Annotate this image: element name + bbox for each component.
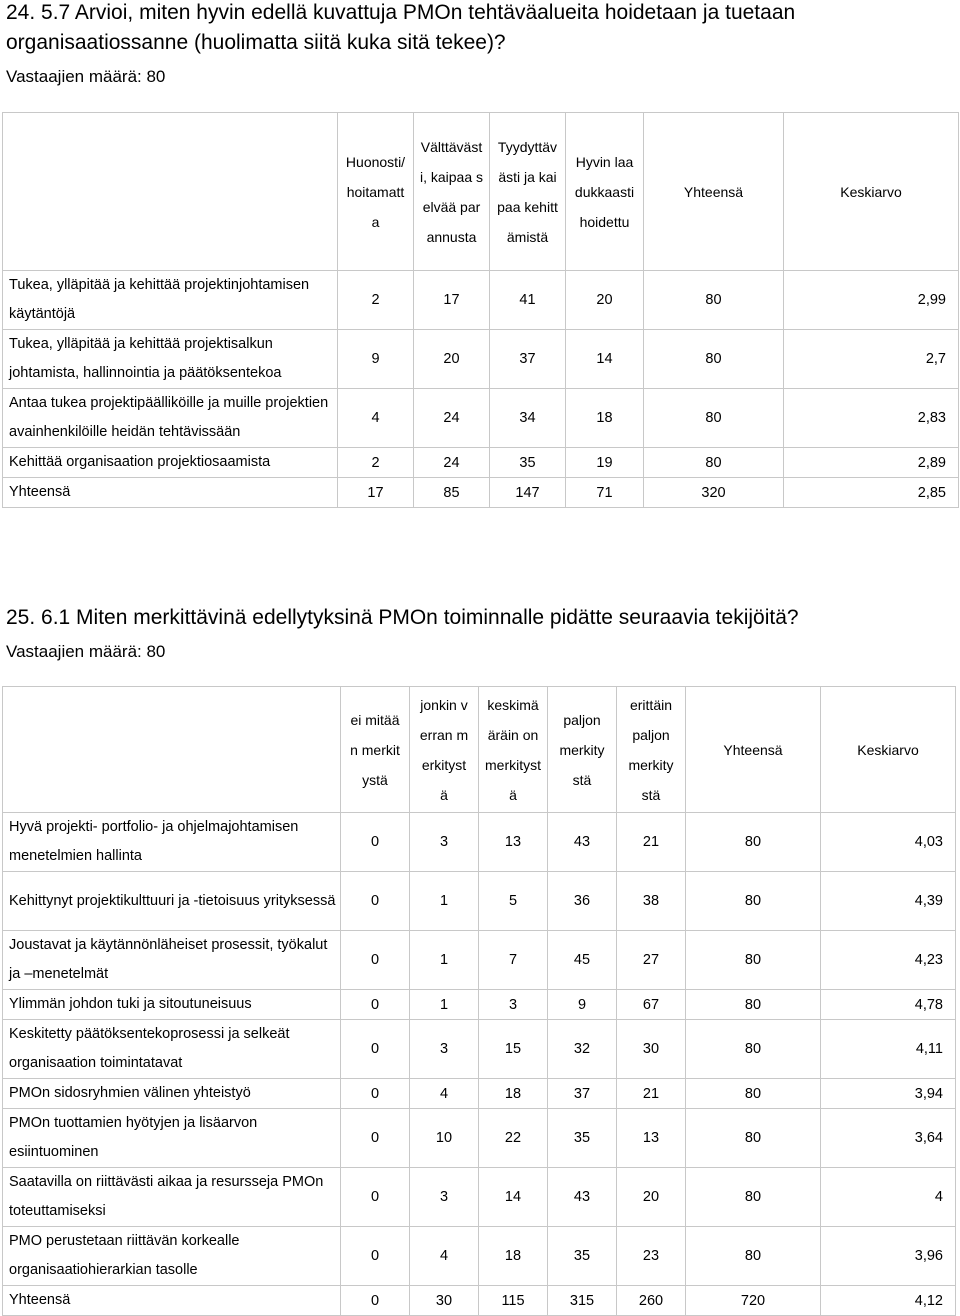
cell-value: 13	[617, 1109, 686, 1168]
column-header	[617, 687, 686, 813]
cell-value: 43	[548, 813, 617, 872]
cell-value: 0	[341, 872, 410, 931]
cell-value: 80	[686, 931, 821, 990]
column-header-label: Keskiarvo	[857, 741, 919, 758]
table-row	[3, 990, 956, 1020]
header-row	[3, 687, 956, 813]
header-row	[3, 113, 959, 271]
cell-value: 7	[479, 931, 548, 990]
column-header	[414, 113, 490, 271]
cell-value: 3	[410, 1168, 479, 1227]
cell-value: 18	[479, 1079, 548, 1109]
cell-value: 30	[617, 1020, 686, 1079]
cell-value: 17	[414, 271, 490, 330]
cell-value: 38	[617, 872, 686, 931]
results-table-25	[2, 686, 956, 1316]
table-row	[3, 271, 959, 330]
column-header-label: Keskiarvo	[840, 183, 902, 200]
cell-value: 115	[479, 1286, 548, 1316]
cell-value: 14	[566, 330, 644, 389]
cell-value: 21	[617, 1079, 686, 1109]
cell-value: 80	[686, 990, 821, 1020]
cell-value: 147	[490, 478, 566, 508]
row-label: Antaa tukea projektipäälliköille ja muille projektien avainhenkilöille heidän tehtävissään	[3, 389, 338, 448]
row-label: Keskitetty päätöksentekoprosessi ja selkeät organisaation toimintatavat	[3, 1020, 341, 1079]
row-label: PMO perustetaan riittävän korkealle organisaatiohierarkian tasolle	[3, 1227, 341, 1286]
cell-value: 2,89	[784, 448, 959, 478]
cell-value: 35	[490, 448, 566, 478]
cell-value: 17	[338, 478, 414, 508]
cell-value: 4,23	[821, 931, 956, 990]
column-header-label: Yhteensä	[683, 183, 744, 200]
row-label: PMOn tuottamien hyötyjen ja lisäarvon esiintuominen	[3, 1109, 341, 1168]
header-blank	[3, 113, 338, 271]
row-label: PMOn sidosryhmien välinen yhteistyö	[3, 1079, 341, 1109]
respondent-count: Vastaajien määrä: 80	[6, 642, 166, 661]
cell-value: 4,11	[821, 1020, 956, 1079]
cell-value: 27	[617, 931, 686, 990]
cell-value: 0	[341, 1286, 410, 1316]
cell-value: 2,99	[784, 271, 959, 330]
cell-value: 0	[341, 1020, 410, 1079]
cell-value: 4,03	[821, 813, 956, 872]
cell-value: 4,39	[821, 872, 956, 931]
results-table-24	[2, 112, 959, 508]
cell-value: 19	[566, 448, 644, 478]
row-label: Ylimmän johdon tuki ja sitoutuneisuus	[3, 990, 341, 1020]
cell-value: 80	[686, 1227, 821, 1286]
cell-value: 15	[479, 1020, 548, 1079]
cell-value: 0	[341, 1168, 410, 1227]
table-row	[3, 813, 956, 872]
question-24-title: 24. 5.7 Arvioi, miten hyvin edellä kuvattuja PMOn tehtäväalueita hoidetaan ja tuetaan organisaatiossanne (huolimatta siitä kuka sitä tekee)?	[6, 1, 796, 54]
column-header-label: Huonosti/ hoitamatta	[345, 153, 406, 230]
table-row	[3, 1020, 956, 1079]
cell-value: 3	[479, 990, 548, 1020]
table-row	[3, 1109, 956, 1168]
row-label: Hyvä projekti- portfolio- ja ohjelmajohtamisen menetelmien hallinta	[3, 813, 341, 872]
cell-value: 37	[490, 330, 566, 389]
cell-value: 45	[548, 931, 617, 990]
cell-value: 5	[479, 872, 548, 931]
cell-value: 3,96	[821, 1227, 956, 1286]
table-row	[3, 448, 959, 478]
row-label: Yhteensä	[3, 478, 338, 508]
column-header	[490, 113, 566, 271]
respondent-count: Vastaajien määrä: 80	[6, 67, 166, 86]
cell-value: 1	[410, 872, 479, 931]
cell-value: 0	[341, 1109, 410, 1168]
header-blank	[3, 687, 341, 813]
column-header-label: erittäin paljon merkitystä	[628, 696, 674, 803]
column-header	[784, 113, 959, 271]
column-header	[686, 687, 821, 813]
table-row	[3, 1168, 956, 1227]
cell-value: 4	[410, 1079, 479, 1109]
cell-value: 80	[686, 1168, 821, 1227]
table-row	[3, 1227, 956, 1286]
row-label: Kehittää organisaation projektiosaamista	[3, 448, 338, 478]
column-header-label: Välttävästi, kaipaa selvää parannusta	[419, 138, 484, 245]
cell-value: 320	[644, 478, 784, 508]
cell-value: 36	[548, 872, 617, 931]
table-body	[3, 813, 956, 1316]
cell-value: 23	[617, 1227, 686, 1286]
row-label: Kehittynyt projektikulttuuri ja -tietoisuus yrityksessä	[3, 872, 341, 931]
cell-value: 18	[566, 389, 644, 448]
column-header	[566, 113, 644, 271]
cell-value: 80	[686, 1079, 821, 1109]
cell-value: 80	[644, 271, 784, 330]
table-row	[3, 1286, 956, 1316]
cell-value: 4,78	[821, 990, 956, 1020]
table-row	[3, 931, 956, 990]
cell-value: 35	[548, 1109, 617, 1168]
cell-value: 24	[414, 448, 490, 478]
cell-value: 9	[338, 330, 414, 389]
cell-value: 2,85	[784, 478, 959, 508]
cell-value: 2,7	[784, 330, 959, 389]
cell-value: 80	[644, 448, 784, 478]
cell-value: 18	[479, 1227, 548, 1286]
table-row	[3, 872, 956, 931]
column-header	[644, 113, 784, 271]
cell-value: 1	[410, 990, 479, 1020]
cell-value: 34	[490, 389, 566, 448]
column-header	[410, 687, 479, 813]
column-header-label: jonkin verran merkitystä	[419, 696, 469, 803]
cell-value: 20	[566, 271, 644, 330]
row-label: Saatavilla on riittävästi aikaa ja resursseja PMOn toteuttamiseksi	[3, 1168, 341, 1227]
cell-value: 2	[338, 448, 414, 478]
column-header	[548, 687, 617, 813]
cell-value: 20	[617, 1168, 686, 1227]
column-header-label: Hyvin laadukkaasti hoidettu	[574, 153, 635, 230]
table-body	[3, 271, 959, 508]
cell-value: 67	[617, 990, 686, 1020]
cell-value: 9	[548, 990, 617, 1020]
cell-value: 80	[644, 330, 784, 389]
cell-value: 10	[410, 1109, 479, 1168]
cell-value: 80	[644, 389, 784, 448]
cell-value: 720	[686, 1286, 821, 1316]
cell-value: 35	[548, 1227, 617, 1286]
column-header-label: keskimääräin on merkitystä	[485, 696, 541, 803]
cell-value: 1	[410, 931, 479, 990]
cell-value: 21	[617, 813, 686, 872]
cell-value: 43	[548, 1168, 617, 1227]
table-row	[3, 389, 959, 448]
cell-value: 24	[414, 389, 490, 448]
column-header	[821, 687, 956, 813]
column-header	[341, 687, 410, 813]
cell-value: 3	[410, 813, 479, 872]
question-25-title: 25. 6.1 Miten merkittävinä edellytyksinä PMOn toiminnalle pidätte seuraavia tekijöitä?	[6, 606, 799, 629]
cell-value: 260	[617, 1286, 686, 1316]
table-row	[3, 330, 959, 389]
cell-value: 4	[410, 1227, 479, 1286]
cell-value: 3	[410, 1020, 479, 1079]
cell-value: 315	[548, 1286, 617, 1316]
cell-value: 4	[821, 1168, 956, 1227]
cell-value: 0	[341, 1227, 410, 1286]
table-row	[3, 478, 959, 508]
table-row	[3, 1079, 956, 1109]
column-header-label: ei mitään merkitystä	[350, 711, 400, 788]
column-header-label: Tyydyttävästi ja kaipaa kehittämistä	[497, 138, 558, 245]
row-label: Joustavat ja käytännönläheiset prosessit, työkalut ja –menetelmät	[3, 931, 341, 990]
cell-value: 85	[414, 478, 490, 508]
cell-value: 71	[566, 478, 644, 508]
column-header	[338, 113, 414, 271]
cell-value: 0	[341, 931, 410, 990]
cell-value: 30	[410, 1286, 479, 1316]
column-header-label: paljon merkitystä	[559, 711, 605, 788]
column-header-label: Yhteensä	[723, 741, 783, 758]
cell-value: 32	[548, 1020, 617, 1079]
cell-value: 14	[479, 1168, 548, 1227]
cell-value: 20	[414, 330, 490, 389]
row-label: Tukea, ylläpitää ja kehittää projektinjohtamisen käytäntöjä	[3, 271, 338, 330]
cell-value: 13	[479, 813, 548, 872]
cell-value: 22	[479, 1109, 548, 1168]
cell-value: 3,94	[821, 1079, 956, 1109]
cell-value: 0	[341, 1079, 410, 1109]
cell-value: 80	[686, 1020, 821, 1079]
cell-value: 80	[686, 1109, 821, 1168]
cell-value: 3,64	[821, 1109, 956, 1168]
cell-value: 2,83	[784, 389, 959, 448]
cell-value: 80	[686, 872, 821, 931]
row-label: Yhteensä	[3, 1286, 341, 1316]
cell-value: 4	[338, 389, 414, 448]
column-header	[479, 687, 548, 813]
cell-value: 2	[338, 271, 414, 330]
cell-value: 41	[490, 271, 566, 330]
cell-value: 0	[341, 990, 410, 1020]
cell-value: 4,12	[821, 1286, 956, 1316]
cell-value: 37	[548, 1079, 617, 1109]
cell-value: 0	[341, 813, 410, 872]
cell-value: 80	[686, 813, 821, 872]
row-label: Tukea, ylläpitää ja kehittää projektisalkun johtamista, hallinnointia ja päätöksentekoa	[3, 330, 338, 389]
